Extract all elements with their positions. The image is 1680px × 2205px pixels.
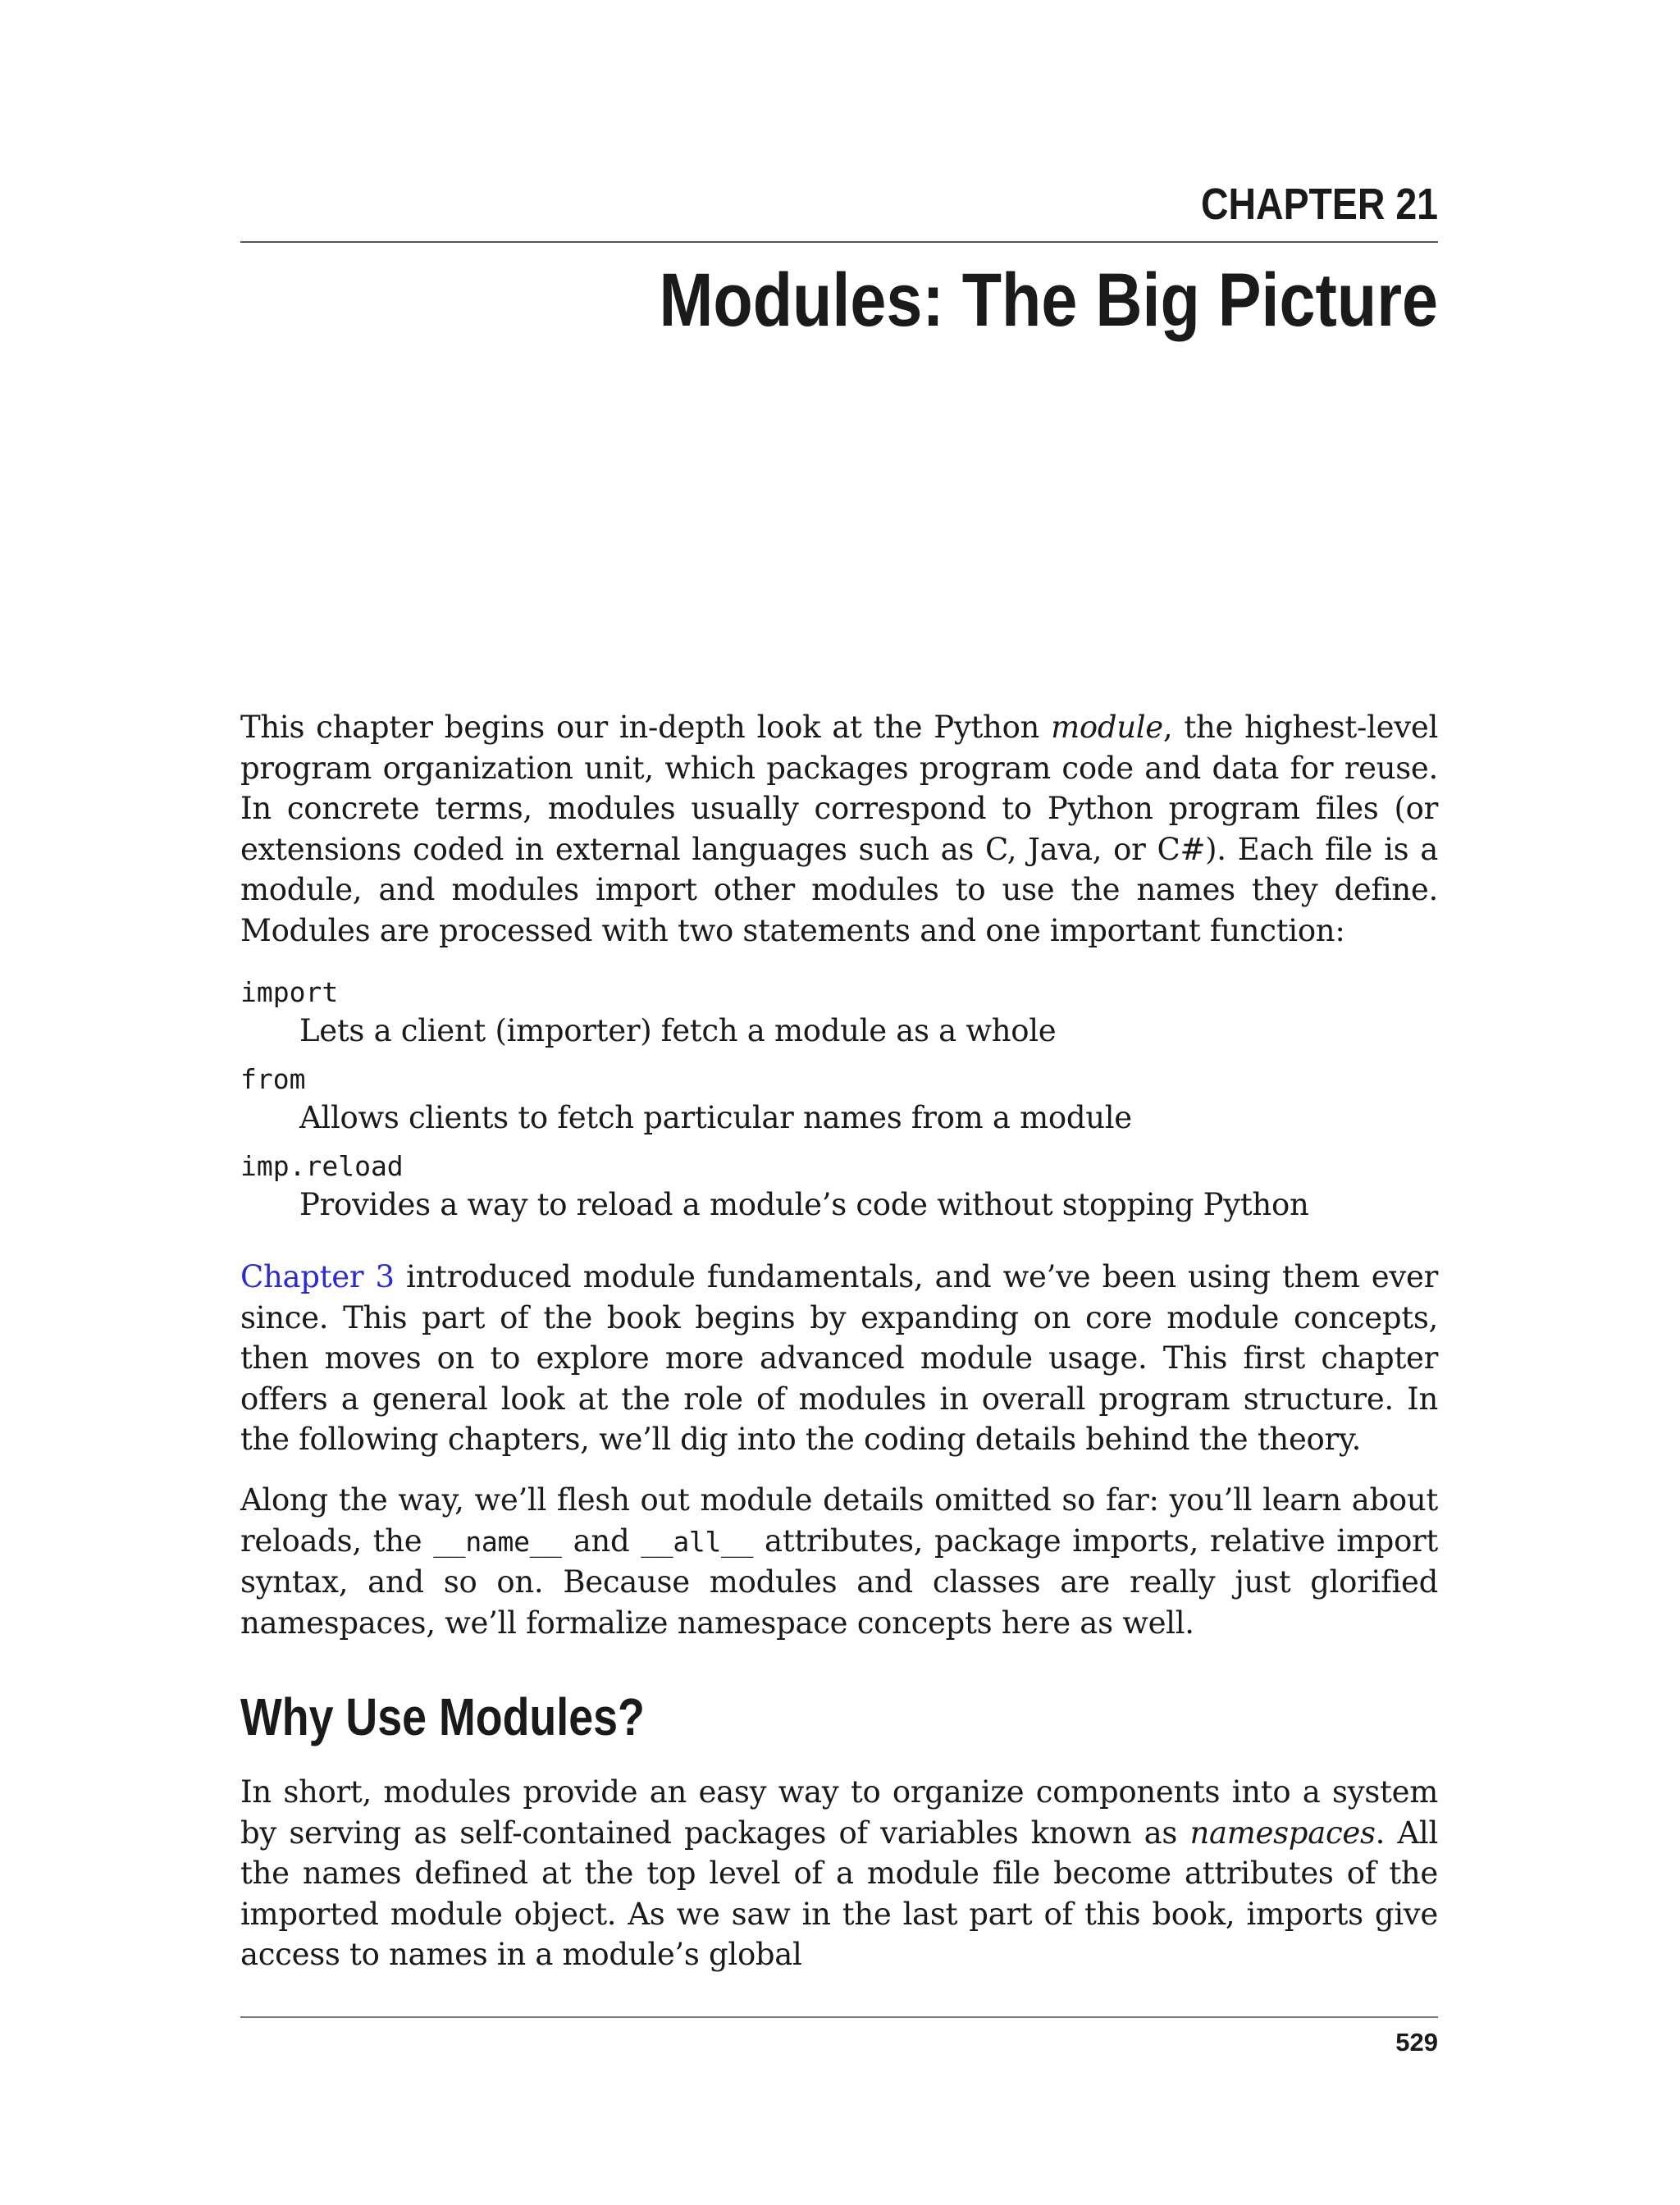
section-heading: Why Use Modules?: [240, 1687, 645, 1746]
definition-list: [240, 975, 1438, 1235]
namespaces-italic-term: namespaces: [1189, 1815, 1376, 1851]
why-modules-text-start: In short, modules provide an easy way to organize components into a system by serving as self-contained packages of variables known as: [240, 1774, 1438, 1851]
footer-divider: [240, 2016, 1438, 2018]
why-modules-text-end: . All the names defined at the top level of a module file become attributes of the imported module object. As we saw in the last part of this book, imports give access to names in a module’s global: [240, 1815, 1438, 1972]
definition-description-import: Lets a client (importer) fetch a module as a whole: [299, 1013, 1057, 1048]
chapter-3-link[interactable]: Chapter 3: [240, 1259, 395, 1294]
module-details-text-1: Along the way, we’ll flesh out module details omitted so far: you’ll learn about reloads, the: [240, 1482, 1438, 1559]
module-details-text-2: and: [561, 1522, 641, 1559]
definition-term-reload: imp.reload: [240, 1150, 404, 1182]
chapter-label: CHAPTER 21: [1200, 180, 1438, 229]
definition-description-reload: Provides a way to reload a module’s code without stopping Python: [299, 1187, 1309, 1222]
all-attribute-code: __all__: [641, 1525, 754, 1558]
chapter-divider: [240, 241, 1438, 243]
paragraph-chapter-overview: [240, 1257, 1438, 1460]
intro-text-start: This chapter begins our in-depth look at the Python: [240, 710, 1052, 745]
paragraph-module-details: [240, 1480, 1438, 1643]
paragraph-why-modules: [240, 1772, 1438, 1975]
definition-term-import: import: [240, 976, 339, 1008]
intro-paragraph: [240, 707, 1438, 951]
page-number: 529: [1395, 2028, 1438, 2057]
chapter-title: Modules: The Big Picture: [659, 258, 1438, 342]
definition-term-from: from: [240, 1063, 306, 1095]
name-attribute-code: __name__: [433, 1525, 562, 1558]
definition-description-from: Allows clients to fetch particular names from a module: [299, 1100, 1132, 1135]
chapter-overview-text: introduced module fundamentals, and we’ve been using them ever since. This part of the book begins by expanding on core module concepts, then moves on to explore more advanced module usage. This first chapter offers a general look at the role of modules in overall program structure. In the following chapters, we’ll dig into the coding details behind the theory.: [240, 1259, 1438, 1457]
intro-text-end: , the highest-level program organization unit, which packages program code and data for reuse. In concrete terms, modules usually correspond to Python program files (or extensions coded in external languages such as C, Java, or C#). Each file is a module, and modules import other modules to use the names they define. Modules are processed with two statements and one important function:: [240, 710, 1438, 948]
module-details-text-3: attributes, package imports, relative import syntax, and so on. Because modules and classes are really just glorified namespaces, we’ll formalize namespace concepts here as well.: [240, 1522, 1439, 1641]
intro-italic-term: module: [1051, 710, 1163, 745]
